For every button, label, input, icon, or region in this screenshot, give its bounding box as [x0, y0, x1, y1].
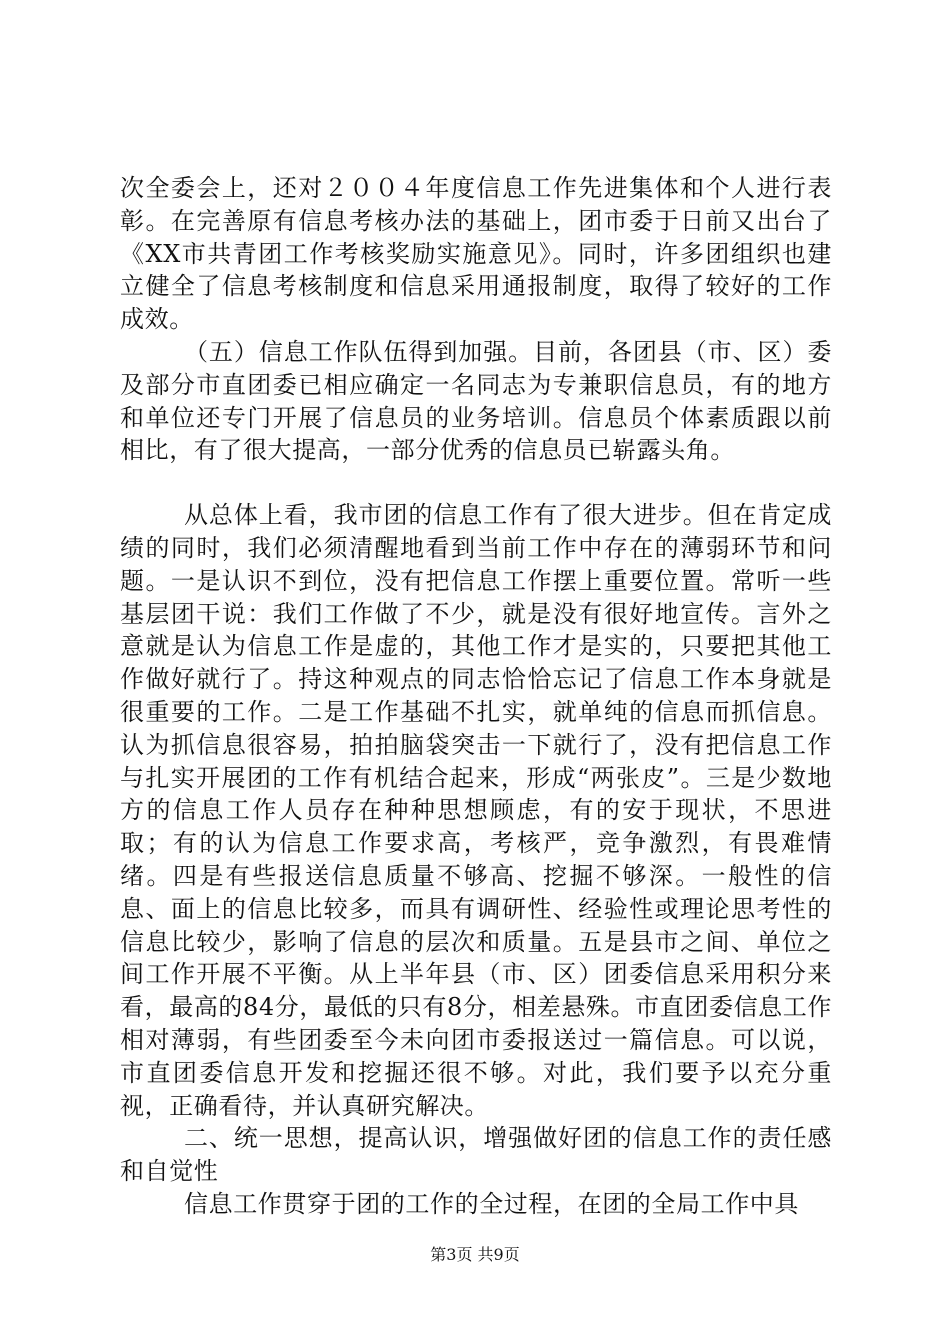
document-body	[120, 172, 832, 1221]
paragraph-team-strengthening: （五）信息工作队伍得到加强。目前，各团县（市、区）委及部分市直团委已相应确定一名同志为专兼职信息员，有的地方和单位还专门开展了信息员的业务培训。信息员个体素质跟以前相比，有了很大提高，一部分优秀的信息员已崭露头角。	[120, 337, 832, 465]
paragraph-commendation: 次全委会上，还对２００４年度信息工作先进集体和个人进行表彰。在完善原有信息考核办法的基础上，团市委于日前又出台了《XX市共青团工作考核奖励实施意见》。同时，许多团组织也建立健全了信息考核制度和信息采用通报制度，取得了较好的工作成效。	[120, 174, 832, 334]
paragraph-info-work: 信息工作贯穿于团的工作的全过程，在团的全局工作中具	[184, 1189, 799, 1218]
paragraph-problems: 从总体上看，我市团的信息工作有了很大进步。但在肯定成绩的同时，我们必须清醒地看到当前工作中存在的薄弱环节和问题。一是认识不到位，没有把信息工作摆上重要位置。常听一些基层团干说：我们工作做了不少，就是没有很好地宣传。言外之意就是认为信息工作是虚的，其他工作才是实的，只要把其他工作做好就行了。持这种观点的同志恰恰忘记了信息工作本身就是很重要的工作。二是工作基础不扎实，就单纯的信息而抓信息。认为抓信息很容易，拍拍脑袋突击一下就行了，没有把信息工作与扎实开展团的工作有机结合起来，形成“两张皮”。三是少数地方的信息工作人员存在种种思想顾虑，有的安于现状，不思进取；有的认为信息工作要求高，考核严，竞争激烈，有畏难情绪。四是有些报送信息质量不够高、挖掘不够深。一般性的信息、面上的信息比较多，而具有调研性、经验性或理论思考性的信息比较少，影响了信息的层次和质量。五是县市之间、单位之间工作开展不平衡。从上半年县（市、区）团委信息采用积分来看，最高的84分，最低的只有8分，相差悬殊。市直团委信息工作相对薄弱，有些团委至今未向团市委报送过一篇信息。可以说，市直团委信息开发和挖掘还很不够。对此，我们要予以充分重视，正确看待，并认真研究解决。	[120, 501, 832, 1120]
paragraph-spacer	[120, 467, 832, 499]
section-heading: 二、统一思想，提高认识，增强做好团的信息工作的责任感和自觉性	[120, 1124, 832, 1186]
page-number: 第3页 共9页	[430, 1245, 520, 1264]
